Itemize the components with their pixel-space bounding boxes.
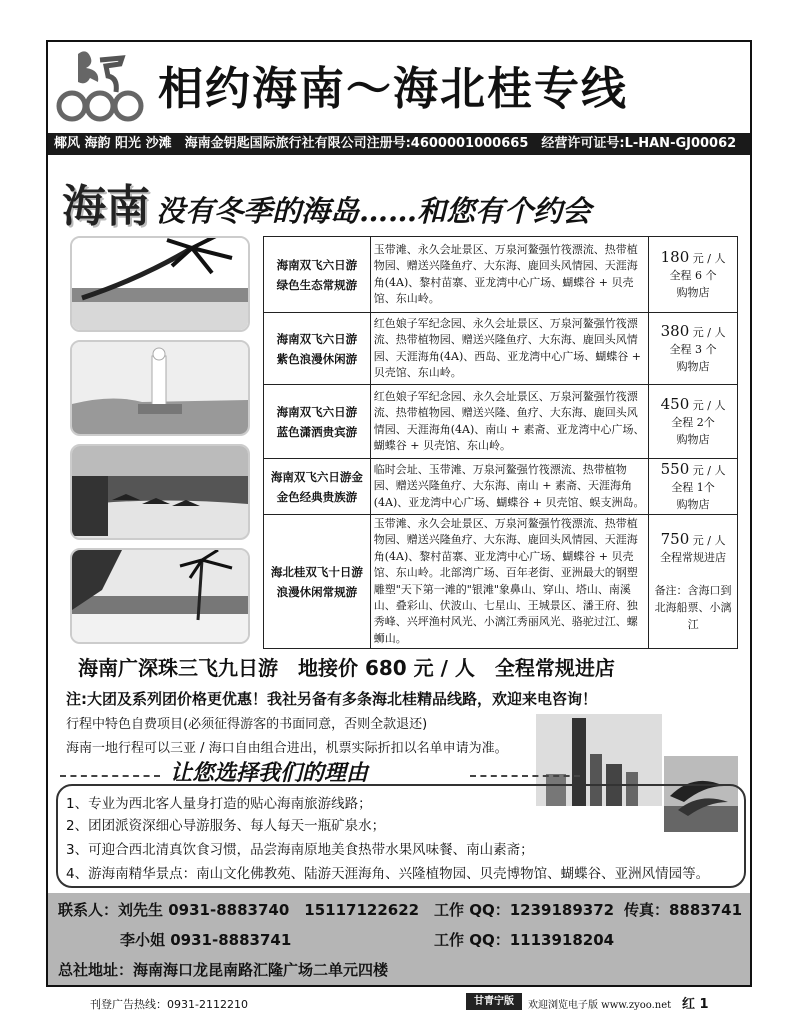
contact-person-2: 李小姐 0931-8883741 [120, 931, 292, 949]
promo-headline: 海南广深珠三飞九日游 地接价 680 元 / 人 全程常规进店 [78, 656, 615, 680]
ad-hotline: 刊登广告热线：0931-2112210 [90, 998, 248, 1011]
company-address: 总社地址：海南海口龙昆南路汇隆广场二单元四楼 [58, 961, 389, 979]
website-note: 欢迎浏览电子版 www.zyoo.net [528, 1000, 672, 1011]
slogan [62, 170, 742, 232]
contact-fax: 传真：8883741 [624, 901, 743, 919]
table-row [264, 385, 738, 459]
table-row [264, 515, 738, 649]
list-item: 1、专业为西北客人量身打造的贴心海南旅游线路； [66, 796, 372, 812]
tour-itinerary: 红色娘子军纪念园、永久会址景区、万泉河鳌强竹筏漂流、热带植物园、赠送兴隆、鱼疗、大东海、鹿回头风情园、天涯海角(4A)、南山 + 素斋、亚龙湾中心广场、蝴蝶谷 + 贝壳馆、东山岭。 [370, 385, 648, 459]
list-item: 2、团团派资深细心导游服务、每人每天一瓶矿泉水； [66, 818, 386, 834]
tour-name: 海南双飞六日游金 金色经典贵族游 [264, 459, 371, 515]
tours-table [263, 236, 738, 649]
page-number: 红 1 [682, 997, 709, 1012]
photo-tropical-shore [70, 548, 250, 644]
divider-left [60, 775, 160, 777]
tour-price: 380 元 / 人 全程 3 个 购物店 [649, 313, 738, 385]
photo-palm-beach [70, 236, 250, 332]
photo-guanyin-statue [70, 340, 250, 436]
company-info-bar [48, 133, 750, 155]
company-info-text: 椰风 海韵 阳光 沙滩 海南金钥匙国际旅行社有限公司注册号:4600001000665 经营许可证号:L-HAN-GJ00062 [54, 136, 737, 151]
contact-qq-2: 工作 QQ：1113918204 [434, 931, 615, 949]
tour-itinerary: 临时会址、玉带滩、万泉河鳌强竹筏漂流、热带植物园、赠送兴隆鱼疗、大东海、南山 + 素斋、天涯海角(4A)、亚龙湾中心广场、蝴蝶谷 + 贝壳馆、蜈支洲岛。 [370, 459, 648, 515]
tour-price: 750 元 / 人 全程常规进店 备注：含海口到北海船票、小漓江 [649, 515, 738, 649]
reasons-box [56, 784, 746, 888]
tour-name: 海南双飞六日游 蓝色潇洒贵宾游 [264, 385, 371, 459]
tour-name: 海南双飞六日游 紫色浪漫休闲游 [264, 313, 371, 385]
divider-right [470, 775, 580, 777]
promo-itinerary-note: 海南一地行程可以三亚 / 海口自由组合进出，机票实际折扣以名单申请为准。 [66, 741, 508, 756]
photo-beach-umbrellas [70, 444, 250, 540]
tour-price: 450 元 / 人 全程 2个 购物店 [649, 385, 738, 459]
tour-itinerary: 红色娘子军纪念园、永久会址景区、万泉河鳌强竹筏漂流、热带植物园、赠送兴隆鱼疗、大东海、鹿回头风情园、天涯海角(4A)、西岛、亚龙湾中心广场、蝴蝶谷 + 贝壳馆、东山岭。 [370, 313, 648, 385]
list-item: 3、可迎合西北清真饮食习惯，品尝海南原地美食热带水果风味餐、南山素斋； [66, 842, 534, 858]
company-logo [56, 48, 148, 128]
contact-person-1: 联系人：刘先生 0931-8883740 15117122622 [58, 901, 420, 919]
tour-price: 550 元 / 人 全程 1个 购物店 [649, 459, 738, 515]
tour-price: 180 元 / 人 全程 6 个 购物店 [649, 237, 738, 313]
promo-note: 注:大团及系列团价格更优惠！我社另备有多条海北桂精品线路，欢迎来电咨询！ [66, 690, 598, 708]
contact-panel [48, 893, 750, 985]
main-title: 相约海南～海北桂专线 [158, 62, 629, 115]
tour-name: 海南双飞六日游 绿色生态常规游 [264, 237, 371, 313]
table-row [264, 459, 738, 515]
slogan-hainan: 海南 [62, 181, 150, 232]
tour-name: 海北桂双飞十日游 浪漫休闲常规游 [264, 515, 371, 649]
list-item: 4、游海南精华景点：南山文化佛教苑、陆游天涯海角、兴隆植物园、贝壳博物馆、蝴蝶谷、亚洲风情园等。 [66, 866, 710, 882]
tour-itinerary: 玉带滩、永久会址景区、万泉河鳌强竹筏漂流、热带植物园、赠送兴隆鱼疗、大东海、鹿回头风情园、天涯海角(4A)、黎村苗寨、亚龙湾中心广场、蝴蝶谷 + 贝壳馆、东山岭。北部湾广场、百年老街、亚洲最大的钢塑雕塑"天下第一滩的"银滩"象鼻山、穿山、塔山、南溪山、叠彩山、伏波山、七星山、王城景区、潘王府、独秀峰、兴坪渔村风光、小漓江秀丽风光、骆驼过江、螺蛳山。 [370, 515, 648, 649]
table-row [264, 313, 738, 385]
reasons-title: 让您选择我们的理由 [170, 760, 369, 786]
table-row [264, 237, 738, 313]
contact-qq-1: 工作 QQ：1239189372 [434, 901, 615, 919]
edition-badge: 甘青宁版 [466, 993, 522, 1010]
promo-self-pay: 行程中特色自费项目(必须征得游客的书面同意，否则全款退还) [66, 717, 428, 732]
slogan-text: 没有冬季的海岛……和您有个约会 [156, 194, 592, 228]
tour-itinerary: 玉带滩、永久会址景区、万泉河鳌强竹筏漂流、热带植物园、赠送兴隆鱼疗、大东海、鹿回头风情园、天涯海角(4A)、黎村苗寨、亚龙湾中心广场、蝴蝶谷 + 贝壳馆、东山岭。 [370, 237, 648, 313]
